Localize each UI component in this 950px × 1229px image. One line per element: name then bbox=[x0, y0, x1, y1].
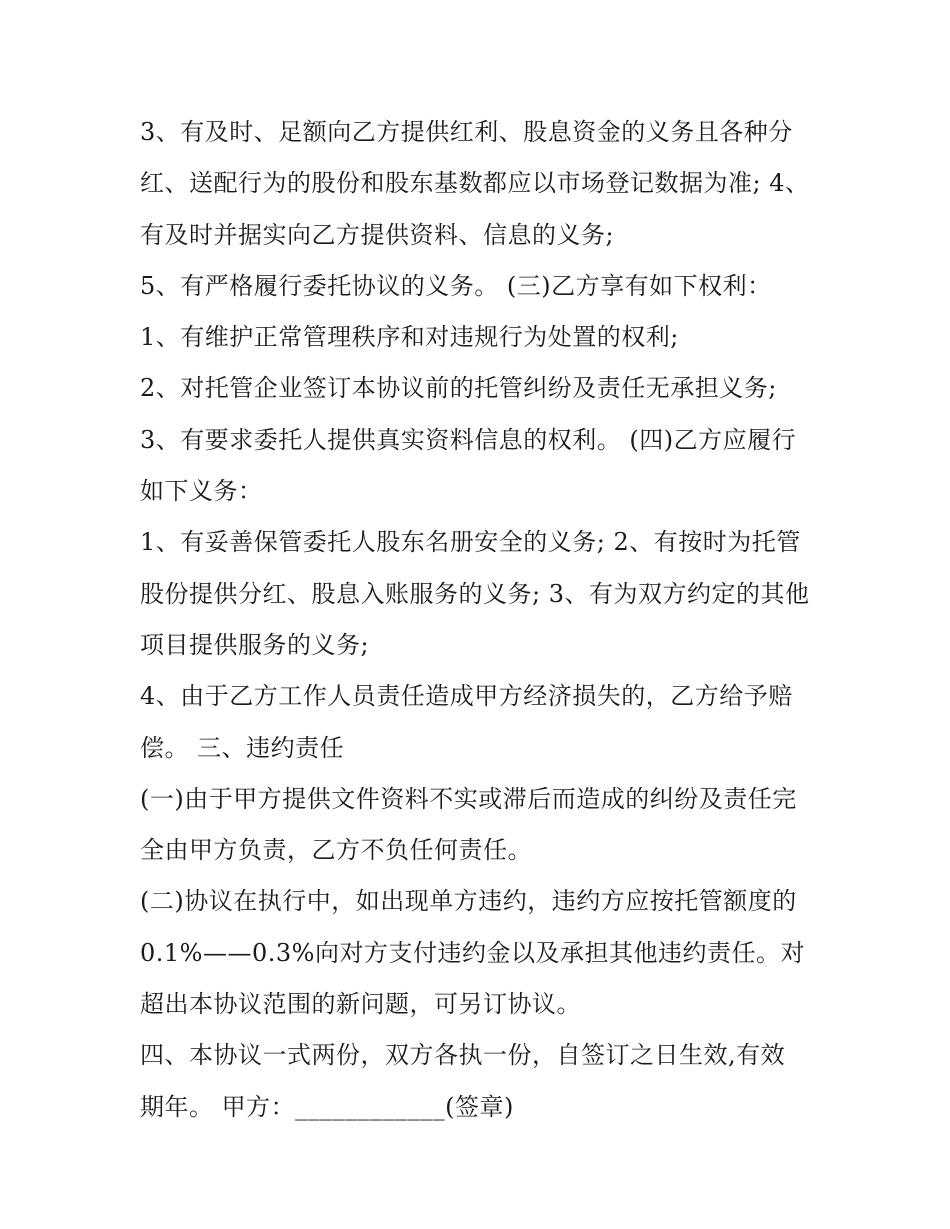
document-line: 期年。 甲方：____________(签章) bbox=[140, 1092, 514, 1121]
document-line: 股份提供分红、股息入账服务的义务; 3、有为双方约定的其他 bbox=[140, 579, 810, 608]
document-line: 4、由于乙方工作人员责任造成甲方经济损失的，乙方给予赔 bbox=[140, 682, 793, 711]
document-line: (一)由于甲方提供文件资料不实或滞后而造成的纠纷及责任完 bbox=[140, 784, 797, 813]
document-line: 如下义务： bbox=[140, 477, 263, 506]
document-line: 偿。 三、违约责任 bbox=[140, 733, 345, 762]
document-line: 2、对托管企业签订本协议前的托管纠纷及责任无承担义务; bbox=[140, 374, 777, 403]
document-line: 1、有维护正常管理秩序和对违规行为处置的权利; bbox=[140, 323, 679, 352]
document-line: 全由甲方负责，乙方不负任何责任。 bbox=[140, 836, 532, 865]
document-line: 1、有妥善保管委托人股东名册安全的义务; 2、有按时为托管 bbox=[140, 528, 801, 557]
document-line: 四、本协议一式两份，双方各执一份，自签订之日生效,有效 bbox=[140, 1041, 786, 1070]
document-line: 项目提供服务的义务; bbox=[140, 630, 370, 659]
document-line: 0.1%——0.3%向对方支付违约金以及承担其他违约责任。对 bbox=[140, 938, 805, 967]
document-body bbox=[140, 107, 820, 1133]
document-line: 有及时并据实向乙方提供资料、信息的义务; bbox=[140, 220, 615, 249]
document-line: 红、送配行为的股份和股东基数都应以市场登记数据为准; 4、 bbox=[140, 169, 810, 198]
document-line: 超出本协议范围的新问题，可另订协议。 bbox=[140, 990, 581, 1019]
document-line: 5、有严格履行委托协议的义务。 (三)乙方享有如下权利： bbox=[140, 271, 772, 300]
document-line: 3、有要求委托人提供真实资料信息的权利。 (四)乙方应履行 bbox=[140, 425, 797, 454]
document-line: (二)协议在执行中，如出现单方违约，违约方应按托管额度的 bbox=[140, 887, 797, 916]
document-line: 3、有及时、足额向乙方提供红利、股息资金的义务且各种分 bbox=[140, 118, 793, 146]
